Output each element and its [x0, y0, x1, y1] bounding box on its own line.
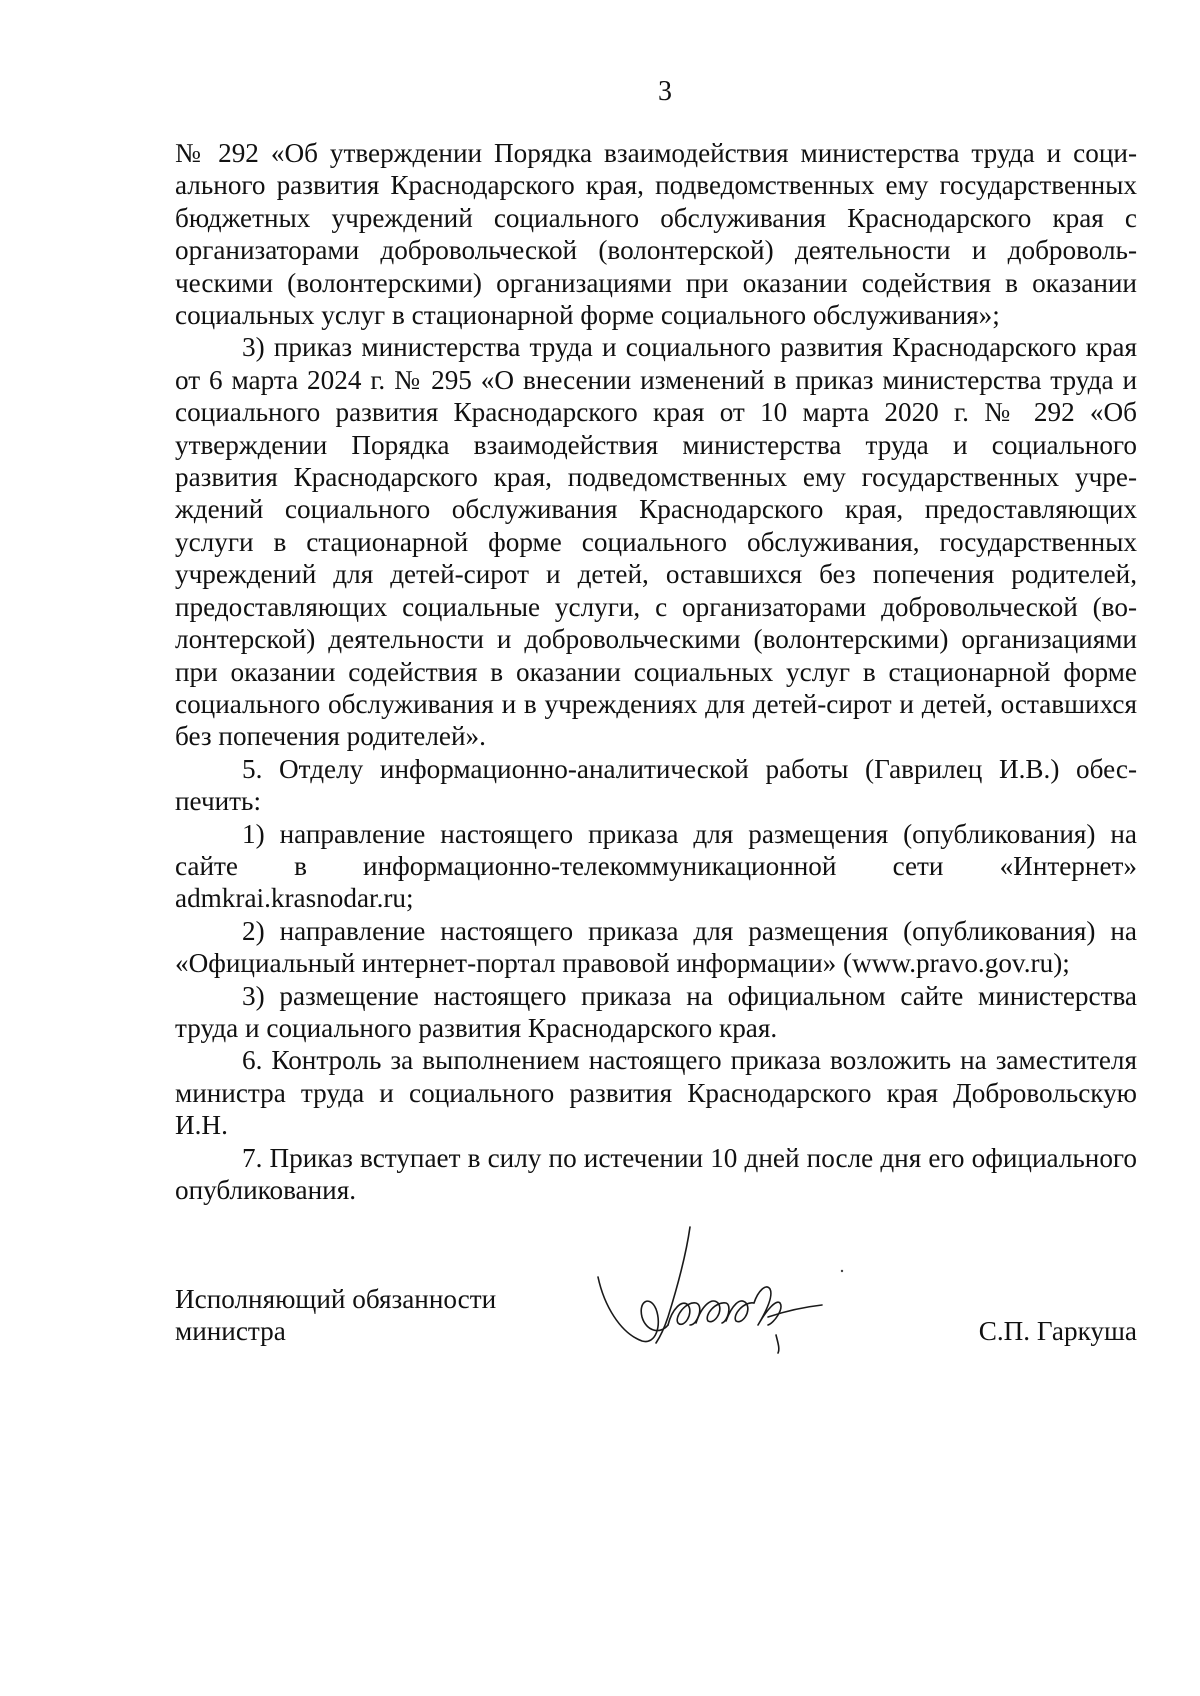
page-number: 3 [658, 76, 672, 107]
paragraph-item-5-2: 2) направление настоящего приказа для размещения (опубликования) на «Официальный интернет-портал правовой информации» (www.pravo.gov.ru); [175, 915, 1137, 979]
signatory-name: С.П. Гаркуша [978, 1316, 1137, 1346]
paragraph-item-5-3: 3) размещение настоящего приказа на официальном сайте министерства труда и социального развития Краснодарского края. [175, 980, 1137, 1043]
paragraph-item-3-order: 3) приказ министерства труда и социального развития Краснодарского края от 6 марта 2024 г. № 295 «О внесении изменений в приказ министерства труда и социального развития Краснодарского края от 10 марта 2020 г. № 292 «Об утверждении Порядка взаимодействия министерства труда и социального развития Краснодарского края, подведомственных ему государственных учреждений социального обслуживания Краснодарского края, предоставляющих услуги в стационарной форме социального обслуживания, государственных учреждений для детей-сирот и детей, оставшихся без попечения родителей, предоставляющих социальные услуги, с организаторами добровольческой (волонтерской) деятельности и добровольческими (волонтерскими) организациями при оказании содействия в оказании социальных услуг в стационарной форме социального обслуживания и в учреждениях для детей-сирот и детей, оставшихся без попечения родителей». [175, 332, 1137, 752]
paragraph-item-6: 6. Контроль за выполнением настоящего приказа возложить на заместителя министра труда и социального развития Краснодарского края Добровольскую И.Н. [175, 1045, 1137, 1141]
document-body [175, 137, 1137, 1206]
paragraph-continuation: № 292 «Об утверждении Порядка взаимодействия министерства труда и социального развития Краснодарского края, подведомственных ему государственных бюджетных учреждений социального обслуживания Краснодарского края с организаторами добровольческой (волонтерской) деятельности и добровольческими (волонтерскими) организациями при оказании содействия в оказании социальных услуг в стационарной форме социального обслуживания»; [175, 138, 1137, 331]
paragraph-item-5: 5. Отделу информационно-аналитической работы (Гаврилец И.В.) обеспечить: [175, 753, 1137, 817]
signatory-title-line-1: Исполняющий обязанности [175, 1284, 497, 1314]
paragraph-item-7: 7. Приказ вступает в силу по истечении 10 дней после дня его официального опубликования. [175, 1142, 1137, 1205]
handwritten-signature [590, 1225, 850, 1365]
signatory-title-line-2: министра [175, 1316, 286, 1347]
paragraph-item-5-1: 1) направление настоящего приказа для размещения (опубликования) на сайте в информационно-телекоммуникационной сети «Интернет» admkrai.krasnodar.ru; [175, 818, 1137, 914]
signatory-title [175, 1283, 496, 1348]
